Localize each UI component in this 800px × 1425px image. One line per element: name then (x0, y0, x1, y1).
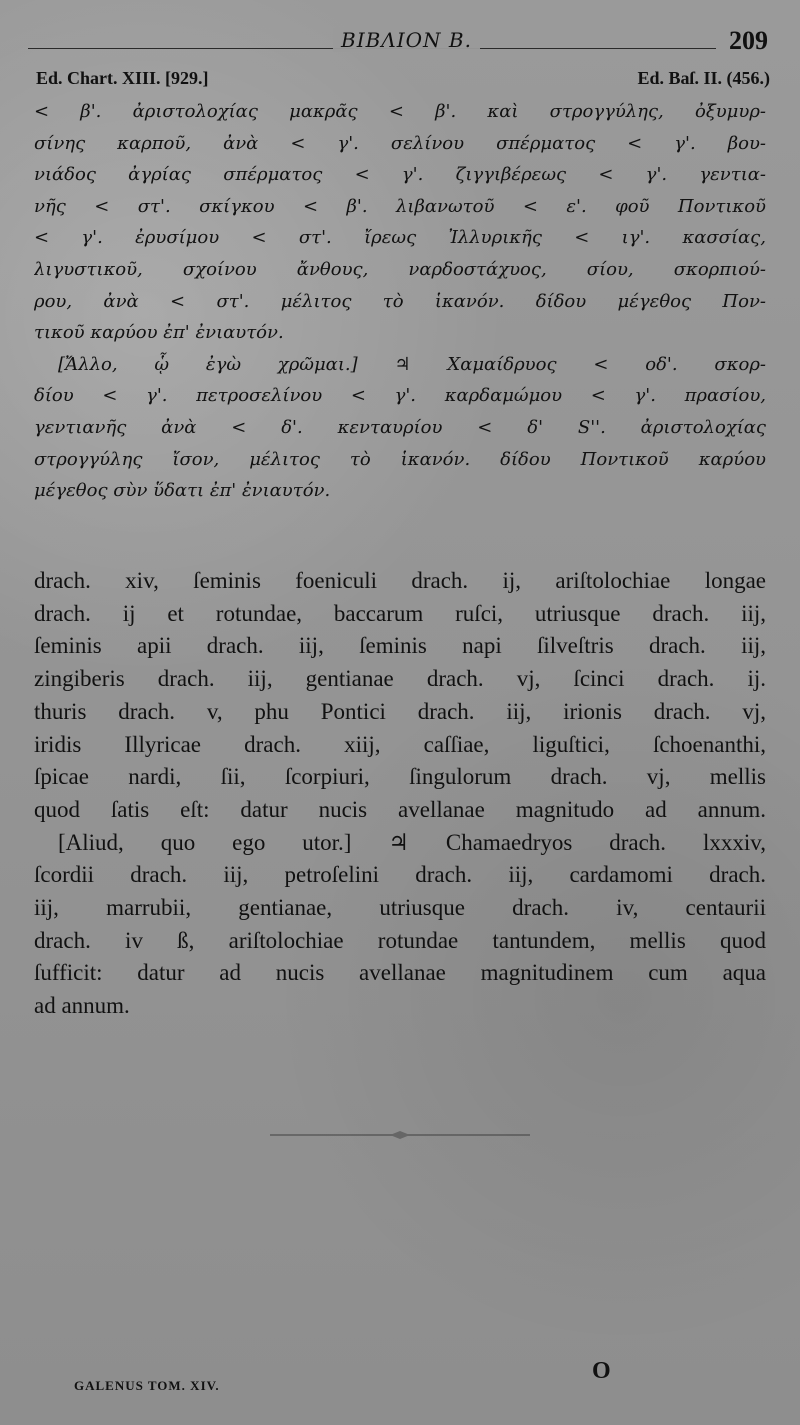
printer-signature: GALENUS TOM. XIV. (74, 1378, 220, 1393)
signature-mark: O (592, 1358, 611, 1384)
greek-line: μέγεθος σὺν ὕδατι ἐπ' ἐνιαυτόν. (34, 480, 331, 502)
greek-line: < γ'. ἐρυσίμου < στ'. ἴρεως Ἰλλυρικῆς < ιγ'. κασσίας, (34, 227, 766, 249)
greek-line: τικοῦ καρύου ἐπ' ἐνιαυτόν. (34, 322, 284, 344)
latin-line: ſeminis apii drach. iij, ſeminis napi ſilveſtris drach. iij, (34, 633, 766, 659)
greek-line: νῆς < στ'. σκίγκου < β'. λιβανωτοῦ < ε'. φοῦ Ποντικοῦ (34, 195, 766, 217)
latin-line: ad annum. (34, 993, 130, 1019)
greek-line: στρογγύλης ἴσον, μέλιτος τὸ ἱκανόν. δίδου Ποντικοῦ καρύου (34, 448, 766, 470)
latin-line: iridis Illyricae drach. xiij, caſſiae, liguſtici, ſchoenanthi, (34, 731, 766, 757)
greek-line: < β'. ἀριστολοχίας μακρᾶς < β'. καὶ στρογγύλης, ὀξυμυρ- (34, 101, 766, 122)
bleed-through-text (60, 1040, 770, 1290)
edition-reference-line (36, 68, 770, 90)
greek-line: λιγυστικοῦ, σχοίνου ἄνθους, ναρδοστάχυος, σίου, σκορπιού- (34, 258, 766, 280)
greek-line: νιάδος ἀγρίας σπέρματος < γ'. ζιγγιβέρεως < γ'. γεντια- (34, 164, 766, 186)
ornament-rule (270, 1130, 530, 1140)
edition-right: Ed. Baſ. II. (456.) (637, 68, 770, 88)
latin-line: zingiberis drach. iij, gentianae drach. vj, ſcinci drach. ij. (34, 666, 766, 692)
latin-line: [Aliud, quo ego utor.] ♃ Chamaedryos drach. lxxxiv, (58, 829, 766, 855)
latin-line: drach. ij et rotundae, baccarum ruſci, utriusque drach. iij, (34, 600, 766, 626)
latin-line: ſpicae nardi, ſii, ſcorpiuri, ſingulorum drach. vj, mellis (34, 764, 766, 790)
latin-line: quod ſatis eſt: datur nucis avellanae magnitudo ad annum. (34, 796, 766, 822)
latin-line: iij, marrubii, gentianae, utriusque drach. iv, centaurii (34, 895, 766, 921)
page-number: 209 (729, 26, 768, 55)
greek-line: [Ἄλλο, ᾧ ἐγὼ χρῶμαι.] ♃ Χαμαίδρυος < οδ'. σκορ- (58, 353, 766, 375)
greek-text-block (34, 96, 766, 507)
latin-line: drach. iv ß, ariſtolochiae rotundae tantundem, mellis quod (34, 927, 766, 953)
running-title: BIBΛΙΟΝ B. (333, 28, 480, 52)
edition-left: Ed. Chart. XIII. [929.] (36, 68, 209, 88)
page-header (28, 28, 768, 58)
latin-text-block (34, 565, 766, 1023)
greek-line: γεντιανῆς ἀνὰ < δ'. κενταυρίου < δ' S''. ἀριστολοχίας (34, 416, 766, 438)
greek-line: δίου < γ'. πετροσελίνου < γ'. καρδαμώμου < γ'. πρασίου, (34, 385, 766, 407)
latin-line: thuris drach. v, phu Pontici drach. iij, irionis drach. vj, (34, 698, 766, 724)
greek-line: σίνης καρποῦ, ἀνὰ < γ'. σελίνου σπέρματος < γ'. βου- (34, 132, 766, 154)
greek-line: ρου, ἀνὰ < στ'. μέλιτος τὸ ἱκανόν. δίδου μέγεθος Πον- (34, 290, 766, 312)
latin-line: ſufficit: datur ad nucis avellanae magnitudinem cum aqua (34, 960, 766, 986)
latin-line: ſcordii drach. iij, petroſelini drach. iij, cardamomi drach. (34, 862, 766, 888)
latin-line: drach. xiv, ſeminis foeniculi drach. ij, ariſtolochiae longae (34, 568, 766, 593)
